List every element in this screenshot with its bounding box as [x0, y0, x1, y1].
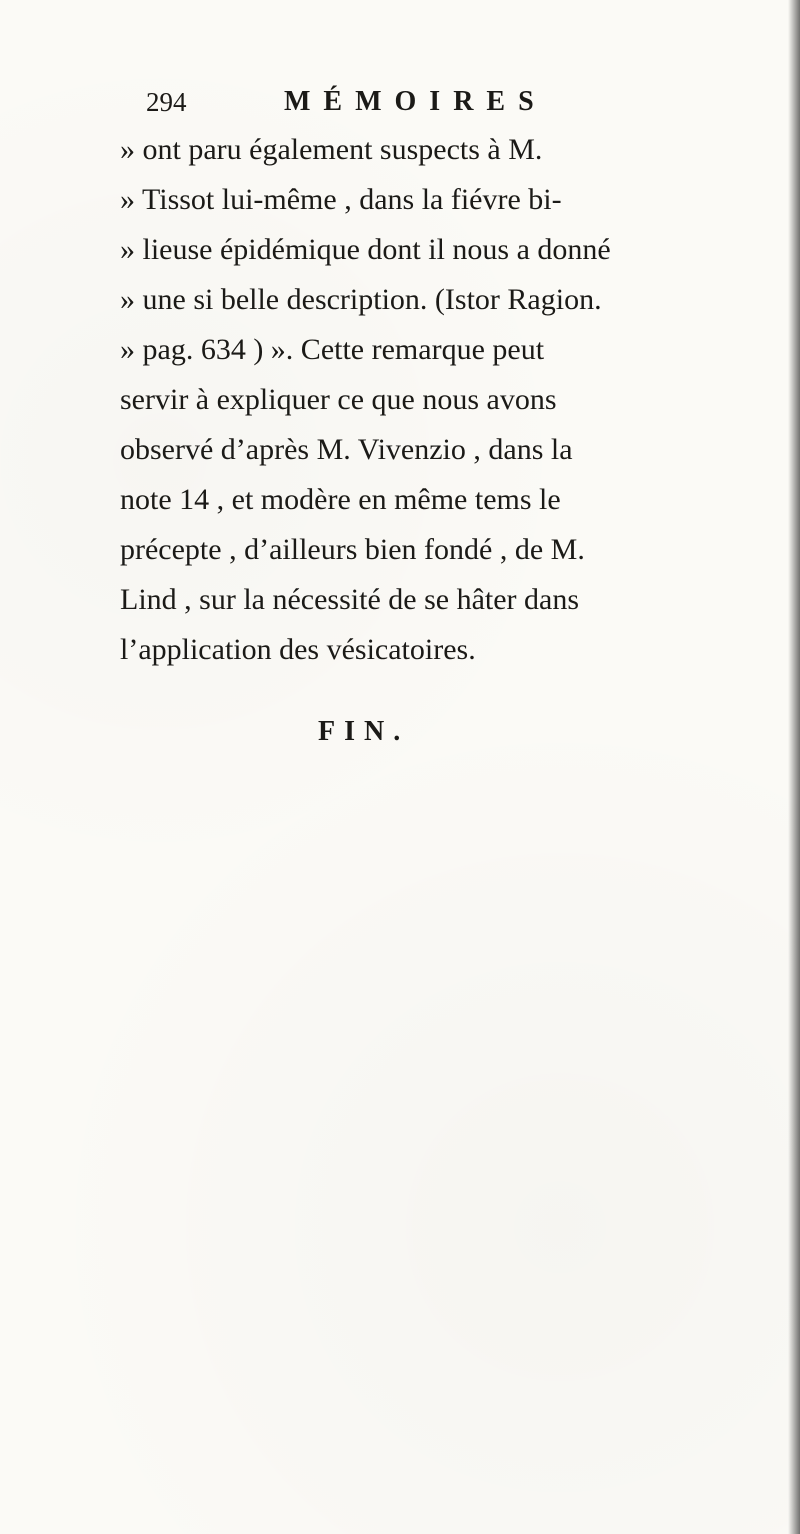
- text-line-8: note 14 , et modère en même tems le: [120, 483, 561, 516]
- text-line-4: » une si belle description. (Istor Ragion.: [120, 283, 602, 316]
- text-line-1: » ont paru également suspects à M.: [120, 133, 543, 166]
- text-line-3: » lieuse épidémique dont il nous a donné: [120, 233, 611, 266]
- text-line-2: » Tissot lui-même , dans la fiévre bi-: [120, 183, 562, 216]
- running-header: [146, 82, 646, 122]
- page-edge-shadow: [788, 0, 800, 1534]
- text-line-5: » pag. 634 ) ». Cette remarque peut: [120, 333, 545, 366]
- text-line-9: précepte , d’ailleurs bien fondé , de M.: [120, 533, 585, 566]
- running-title: MÉMOIRES: [284, 86, 547, 117]
- end-mark: FIN.: [318, 716, 410, 747]
- text-line-11: l’application des vésicatoires.: [120, 633, 476, 666]
- text-line-6: servir à expliquer ce que nous avons: [120, 383, 557, 416]
- text-line-10: Lind , sur la nécessité de se hâter dans: [120, 583, 580, 616]
- page-number: 294: [146, 87, 187, 117]
- body-text: [120, 125, 752, 675]
- text-line-7: observé d’après M. Vivenzio , dans la: [120, 433, 573, 466]
